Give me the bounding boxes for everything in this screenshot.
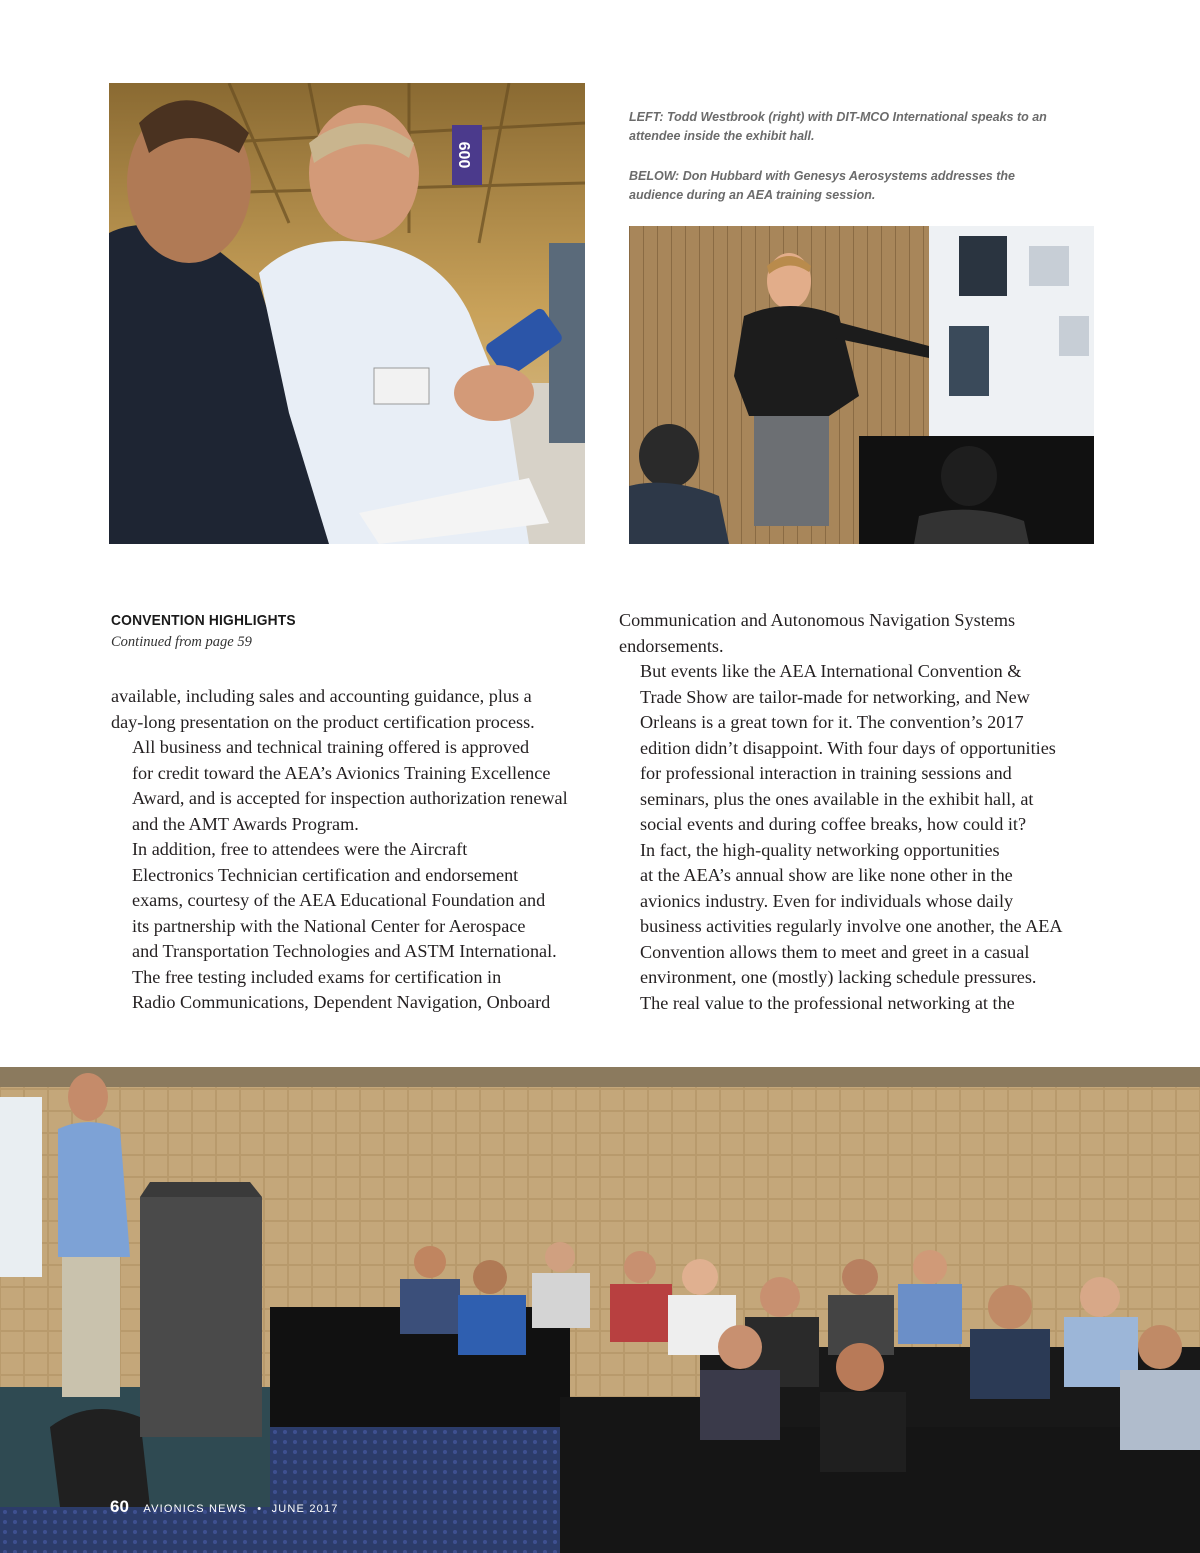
text-line: social events and during coffee breaks, how could it? — [640, 814, 1027, 834]
right-text-column — [619, 608, 1099, 1016]
paragraph — [111, 684, 591, 735]
text-line: edition didn’t disappoint. With four days of opportunities — [640, 737, 1056, 758]
text-line: avionics industry. Even for individuals whose daily — [640, 890, 1014, 911]
page-footer — [110, 1497, 339, 1517]
text-line: The real value to the professional networking at the — [640, 992, 1015, 1013]
conference-room-photo — [0, 1067, 1200, 1553]
text-line: Radio Communications, Dependent Navigation, Onboard — [132, 992, 551, 1012]
text-line: its partnership with the National Center for Aerospace — [132, 915, 526, 936]
left-text-column — [111, 684, 591, 1016]
text-line: Convention allows them to meet and greet in a casual — [640, 941, 1030, 962]
text-line: environment, one (mostly) lacking schedule pressures. — [640, 967, 1037, 987]
text-line: for professional interaction in training sessions and — [640, 763, 1012, 783]
continued-from-note: Continued from page 59 — [111, 634, 252, 650]
text-line: and Transportation Technologies and ASTM International. — [132, 941, 557, 961]
exhibit-hall-photo — [109, 83, 585, 544]
text-line: All business and technical training offered is approved — [132, 737, 530, 757]
issue-date: JUNE 2017 — [271, 1503, 339, 1515]
hall-banner-number: 600 — [455, 141, 472, 169]
conference-room-photo-image — [0, 1067, 1200, 1553]
footer-separator: • — [257, 1503, 262, 1515]
text-line: Communication and Autonomous Navigation Systems — [619, 610, 1016, 630]
text-line: for credit toward the AEA’s Avionics Training Excellence — [132, 762, 551, 783]
publication-name: AVIONICS NEWS — [143, 1503, 247, 1515]
text-line: available, including sales and accounting guidance, plus a — [111, 686, 532, 706]
paragraph — [619, 838, 1099, 991]
text-line: The free testing included exams for certification in — [132, 966, 502, 987]
text-line: and the AMT Awards Program. — [132, 813, 359, 834]
caption-below-photo: BELOW: Don Hubbard with Genesys Aerosystems addresses the audience during an AEA training session. — [629, 169, 1015, 202]
text-line: Electronics Technician certification and endorsement — [132, 864, 519, 885]
exhibit-hall-photo-image — [109, 83, 585, 544]
section-heading: CONVENTION HIGHLIGHTS — [111, 612, 296, 629]
text-line: Orleans is a great town for it. The convention’s 2017 — [640, 712, 1024, 732]
page-number: 60 — [110, 1497, 129, 1516]
paragraph — [619, 659, 1099, 838]
training-session-photo-image — [629, 226, 1094, 544]
text-line: exams, courtesy of the AEA Educational Foundation and — [132, 890, 546, 910]
text-line: In addition, free to attendees were the Aircraft — [132, 839, 468, 859]
text-line: But events like the AEA International Convention & — [640, 661, 1022, 681]
text-line: Award, and is accepted for inspection authorization renewal — [132, 788, 568, 808]
text-line: business activities regularly involve one another, the AEA — [640, 916, 1063, 936]
text-line: at the AEA’s annual show are like none other in the — [640, 865, 1013, 885]
paragraph — [619, 608, 1099, 659]
text-line: endorsements. — [619, 635, 724, 656]
text-line: day-long presentation on the product certification process. — [111, 711, 535, 732]
paragraph — [111, 735, 591, 837]
text-line: In fact, the high-quality networking opportunities — [640, 839, 1000, 860]
caption-left-photo: LEFT: Todd Westbrook (right) with DIT-MCO International speaks to an attendee inside the exhibit hall. — [629, 110, 1047, 143]
paragraph — [111, 837, 591, 1016]
text-line: Trade Show are tailor-made for networking, and New — [640, 686, 1030, 707]
training-session-photo — [629, 226, 1094, 544]
text-line: seminars, plus the ones available in the exhibit hall, at — [640, 788, 1034, 809]
paragraph — [619, 991, 1099, 1017]
